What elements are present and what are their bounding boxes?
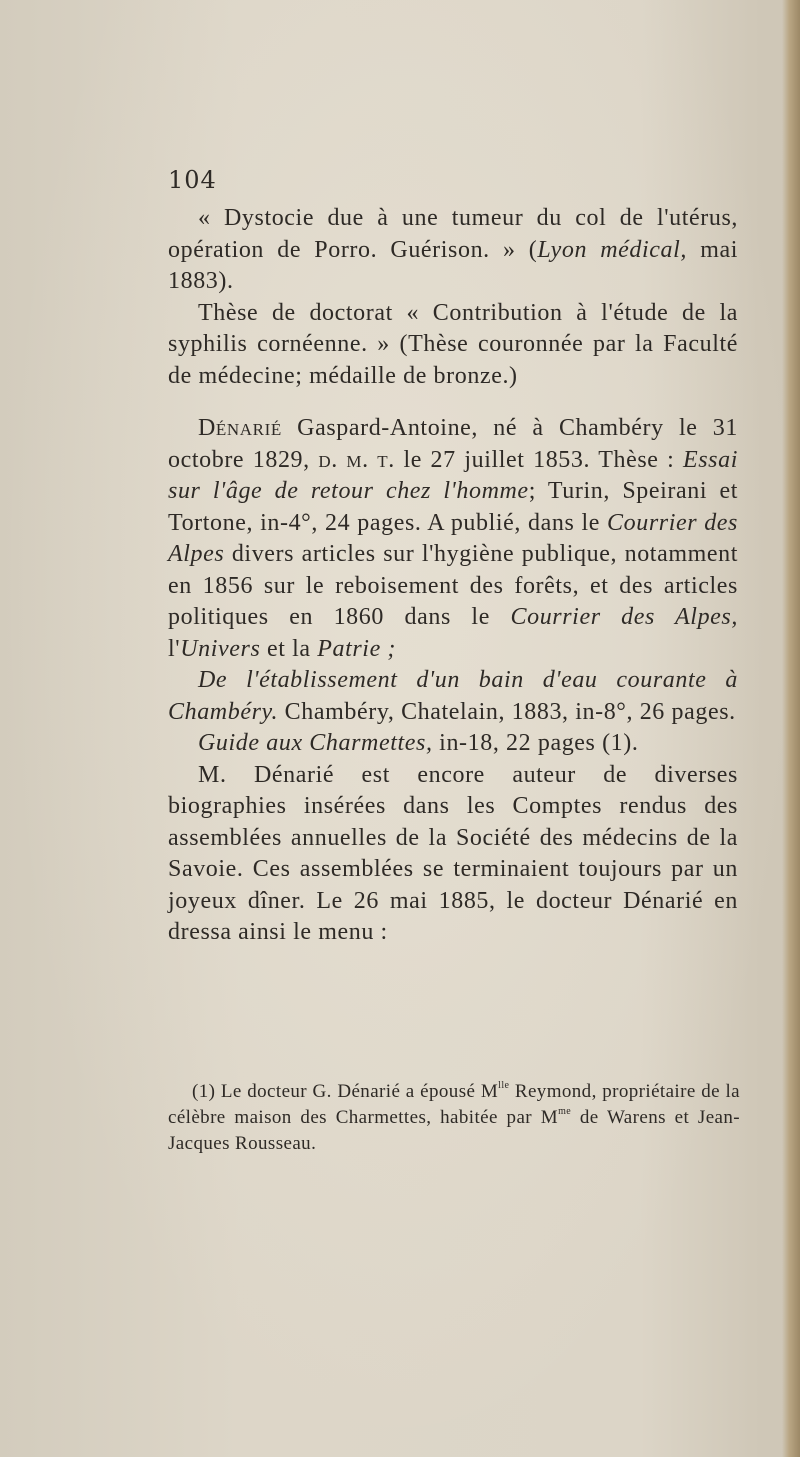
- body-text: [168, 203, 738, 949]
- footnote: (1) Le docteur G. Dénarié a épousé $M^{lle}$ Reymond, propriétaire de la célèbre maison des Charmettes, habitée par $M^{me}$ de Warens et Jean-Jacques Rousseau.: [168, 1080, 740, 1154]
- paragraph-biographies: M. Dénarié est encore auteur de diverses biographies insérées dans les Comptes rendus des assemblées annuelles de la Société des médecins de la Savoie. Ces assemblées se terminaient toujours par un joyeux dîner. Le 26 mai 1885, le docteur Dénarié en dressa ainsi le menu :: [168, 761, 738, 945]
- paragraph-guide: Guide aux Charmettes, in-18, 22 pages (1).: [198, 730, 639, 756]
- paragraph-bain: De l'établissement d'un bain d'eau courante à Chambéry. Chambéry, Chatelain, 1883, in-8°, 26 pages.: [168, 667, 738, 725]
- entry-name: Dénarié: [198, 415, 282, 441]
- paragraph-denarie-entry: Dénarié Gaspard-Antoine, né à Chambéry le 31 octobre 1829, d. m. t. le 27 juillet 1853. Thèse : Essai sur l'âge de retour chez l'homme; Turin, Speirani et Tortone, in-4°, 24 pages. A publié, dans le Courrier des Alpes divers articles sur l'hygiène publique, notamment en 1856 sur le reboisement des forêts, et des articles politiques en 1860 dans le Courrier des Alpes, l'Univers et la Patrie ;: [168, 415, 738, 662]
- page-edge: [782, 0, 800, 1457]
- paragraph-porro: « Dystocie due à une tumeur du col de l'utérus, opération de Porro. Guérison. » (Lyon médical, mai 1883).: [168, 205, 738, 294]
- page-number: 104: [168, 166, 217, 194]
- paragraph-these: Thèse de doctorat « Contribution à l'étude de la syphilis cornéenne. » (Thèse couronnée par la Faculté de médecine; médaille de bronze.): [168, 299, 738, 389]
